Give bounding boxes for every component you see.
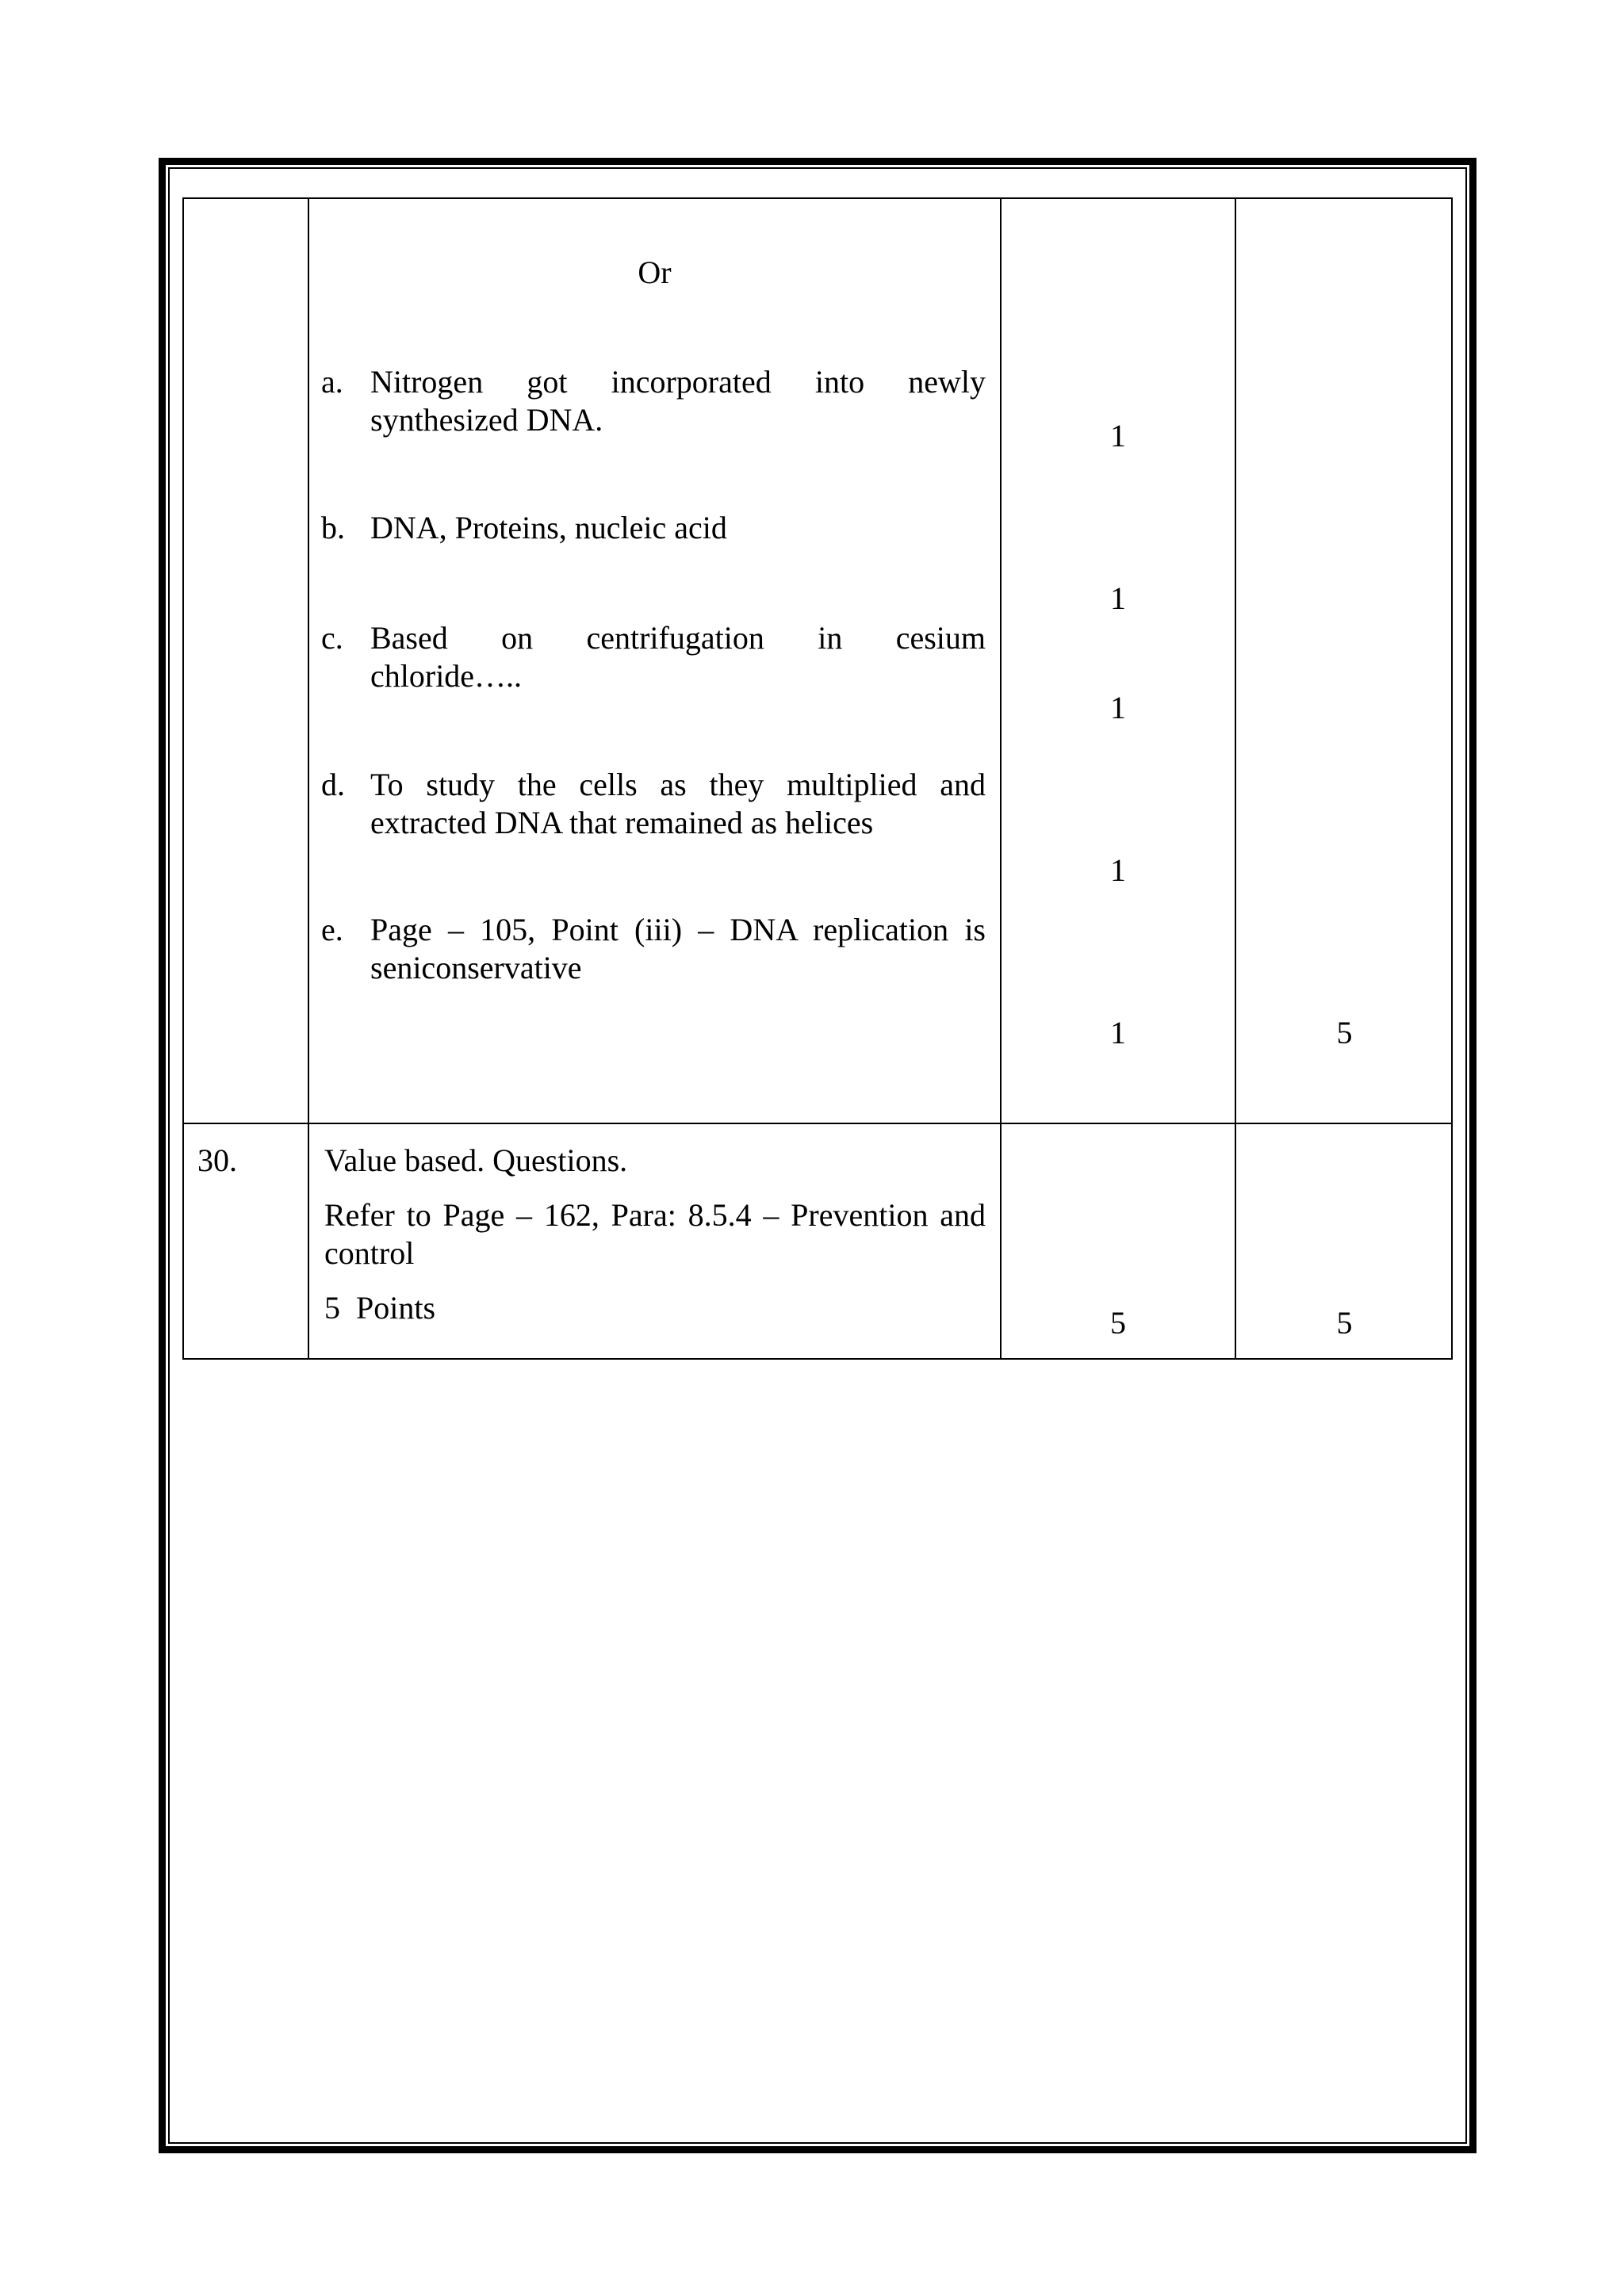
total-marks: 5	[1336, 1015, 1353, 1050]
list-item-letter: a.	[321, 364, 343, 400]
total-marks: 5	[1336, 1305, 1353, 1341]
mark-value: 5	[1110, 1305, 1126, 1341]
list-item-text: extracted DNA that remained as helices	[370, 805, 874, 840]
mark-value: 1	[1110, 580, 1126, 616]
answer-text: Value based. Questions.	[324, 1142, 628, 1178]
table-column-divider	[1000, 197, 1002, 1360]
list-item-text: synthesized DNA.	[370, 402, 603, 438]
list-item-text: Nitrogen got incorporated into newly	[370, 364, 986, 400]
question-number: 30.	[197, 1142, 237, 1178]
list-item-letter: e.	[321, 912, 343, 947]
answer-text: 5 Points	[324, 1290, 436, 1326]
mark-value: 1	[1110, 1015, 1126, 1050]
table-row-divider	[182, 1123, 1453, 1124]
mark-value: 1	[1110, 852, 1126, 888]
list-item-text: seniconservative	[370, 950, 582, 985]
answer-text: control	[324, 1235, 415, 1271]
list-item-text: To study the cells as they multiplied and	[370, 767, 986, 802]
table-column-divider	[308, 197, 309, 1360]
list-item-letter: c.	[321, 620, 343, 656]
list-item-letter: b.	[321, 510, 345, 545]
mark-value: 1	[1110, 690, 1126, 725]
list-item-text: Based on centrifugation in cesium	[370, 620, 986, 656]
list-item-text: Page – 105, Point (iii) – DNA replication is	[370, 912, 986, 947]
list-item-text: DNA, Proteins, nucleic acid	[370, 510, 727, 545]
answer-text: Refer to Page – 162, Para: 8.5.4 – Prevention and	[324, 1197, 986, 1233]
list-item-letter: d.	[321, 767, 345, 802]
or-label: Or	[638, 254, 672, 290]
mark-value: 1	[1110, 418, 1126, 453]
table-column-divider	[1235, 197, 1236, 1360]
list-item-text: chloride…..	[370, 658, 523, 694]
